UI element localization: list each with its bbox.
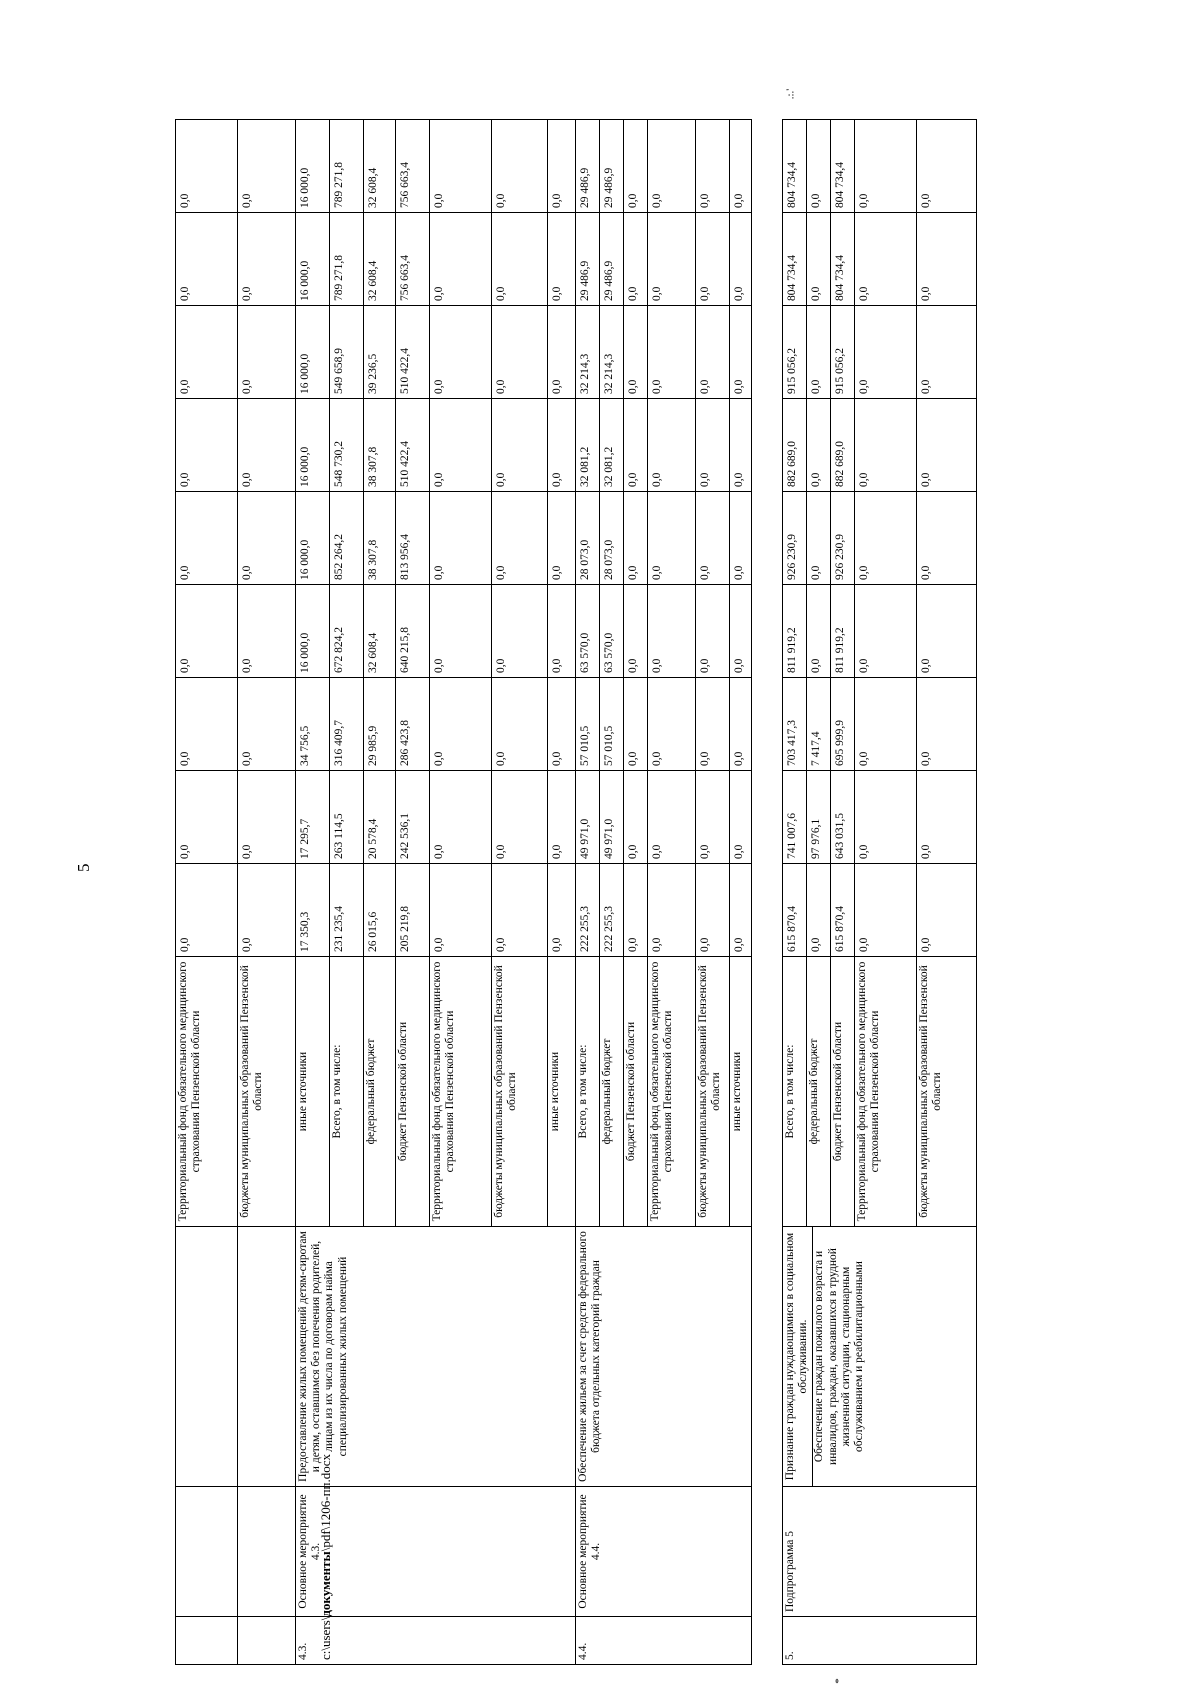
value-cell: 0,0 (548, 492, 576, 585)
value-cell: 0,0 (855, 306, 917, 399)
value-cell: 741 007,6 (783, 771, 807, 864)
funding-source-cell: бюджеты муниципальных образований Пензенской области (492, 957, 548, 1227)
value-cell: 0,0 (238, 306, 296, 399)
value-cell: 0,0 (624, 399, 648, 492)
value-cell: 0,0 (696, 213, 730, 306)
value-cell: 926 230,9 (831, 492, 855, 585)
funding-source-cell: Территориальный фонд обязательного медицинского страхования Пензенской области (648, 957, 696, 1227)
value-cell: 0,0 (696, 120, 730, 213)
value-cell: 0,0 (917, 678, 977, 771)
value-cell: 0,0 (917, 585, 977, 678)
value-cell: 0,0 (238, 399, 296, 492)
value-cell: 28 073,0 (600, 492, 624, 585)
value-cell: 0,0 (696, 771, 730, 864)
table-row (576, 120, 600, 1665)
funding-source-cell: бюджеты муниципальных образований Пензенской области (238, 957, 296, 1227)
value-cell: 0,0 (492, 213, 548, 306)
value-cell: 0,0 (430, 492, 492, 585)
value-cell: 0,0 (430, 306, 492, 399)
page-number: 5 (74, 863, 93, 872)
value-cell: 0,0 (855, 213, 917, 306)
blank-cell (238, 1617, 296, 1665)
value-cell: 643 031,5 (831, 771, 855, 864)
value-cell: 0,0 (917, 213, 977, 306)
value-cell: 29 486,9 (600, 213, 624, 306)
value-cell: 17 295,7 (296, 771, 330, 864)
scan-mark-bottom: * (832, 1678, 845, 1684)
value-cell: 0,0 (917, 864, 977, 957)
value-cell: 32 608,4 (364, 213, 396, 306)
item-name (783, 1227, 977, 1487)
footer-file-path: c:\users\документы\pdf\1206-пп.docx (318, 1453, 333, 1660)
value-cell: 0,0 (176, 492, 238, 585)
value-cell: 0,0 (492, 585, 548, 678)
value-cell: 0,0 (648, 678, 696, 771)
funding-source-cell: Всего, в том числе: (576, 957, 600, 1227)
value-cell: 0,0 (648, 585, 696, 678)
value-cell: 38 307,8 (364, 399, 396, 492)
table-row (296, 120, 330, 1665)
value-cell: 926 230,9 (783, 492, 807, 585)
value-cell: 0,0 (807, 399, 831, 492)
value-cell: 0,0 (176, 120, 238, 213)
value-cell: 549 658,9 (330, 306, 364, 399)
funding-source-cell: бюджет Пензенской области (396, 957, 430, 1227)
value-cell: 804 734,4 (783, 213, 807, 306)
value-cell: 0,0 (176, 306, 238, 399)
value-cell: 0,0 (624, 306, 648, 399)
blank-cell (176, 1617, 238, 1665)
value-cell: 16 000,0 (296, 213, 330, 306)
value-cell: 49 971,0 (576, 771, 600, 864)
value-cell: 231 235,4 (330, 864, 364, 957)
rotated-table-container (175, 120, 1055, 1665)
value-cell: 0,0 (648, 120, 696, 213)
value-cell: 263 114,5 (330, 771, 364, 864)
value-cell: 789 271,8 (330, 213, 364, 306)
value-cell: 0,0 (917, 120, 977, 213)
value-cell: 0,0 (730, 306, 752, 399)
item-type: Основное мероприятие 4.4. (576, 1487, 752, 1617)
value-cell: 0,0 (807, 492, 831, 585)
value-cell: 0,0 (730, 399, 752, 492)
value-cell: 63 570,0 (576, 585, 600, 678)
scan-mark-top: .:.' (784, 88, 797, 100)
blank-cell (176, 1487, 238, 1617)
value-cell: 38 307,8 (364, 492, 396, 585)
value-cell: 7 417,4 (807, 678, 831, 771)
funding-source-cell: бюджеты муниципальных образований Пензенской области (696, 957, 730, 1227)
value-cell: 0,0 (648, 864, 696, 957)
item-name-part2: Обеспечение граждан пожилого возраста и инвалидов, граждан, оказавшихся в трудной жизненной ситуации, стационарным обслуживанием и реабилитационными (813, 1248, 866, 1465)
value-cell: 0,0 (176, 585, 238, 678)
value-cell: 510 422,4 (396, 306, 430, 399)
value-cell: 703 417,3 (783, 678, 807, 771)
value-cell: 756 663,4 (396, 213, 430, 306)
value-cell: 0,0 (238, 864, 296, 957)
value-cell: 0,0 (430, 213, 492, 306)
value-cell: 57 010,5 (600, 678, 624, 771)
funding-source-cell: бюджет Пензенской области (624, 957, 648, 1227)
value-cell: 0,0 (807, 864, 831, 957)
item-number: 4.3. (296, 1617, 576, 1665)
value-cell: 29 985,9 (364, 678, 396, 771)
value-cell: 0,0 (492, 306, 548, 399)
value-cell: 0,0 (430, 585, 492, 678)
funding-source-cell: Территориальный фонд обязательного медицинского страхования Пензенской области (855, 957, 917, 1227)
value-cell: 0,0 (176, 771, 238, 864)
value-cell: 0,0 (648, 492, 696, 585)
blank-cell (238, 1227, 296, 1487)
blank-cell (238, 1487, 296, 1617)
value-cell: 882 689,0 (783, 399, 807, 492)
value-cell: 0,0 (696, 492, 730, 585)
value-cell: 16 000,0 (296, 120, 330, 213)
value-cell: 28 073,0 (576, 492, 600, 585)
value-cell: 0,0 (855, 864, 917, 957)
value-cell: 57 010,5 (576, 678, 600, 771)
value-cell: 0,0 (917, 399, 977, 492)
value-cell: 0,0 (696, 864, 730, 957)
value-cell: 0,0 (624, 864, 648, 957)
value-cell: 205 219,8 (396, 864, 430, 957)
value-cell: 0,0 (238, 120, 296, 213)
value-cell: 695 999,9 (831, 678, 855, 771)
funding-source-cell: Всего, в том числе: (330, 957, 364, 1227)
value-cell: 34 756,5 (296, 678, 330, 771)
funding-source-cell: Территориальный фонд обязательного медицинского страхования Пензенской области (176, 957, 238, 1227)
value-cell: 0,0 (730, 120, 752, 213)
value-cell: 0,0 (807, 213, 831, 306)
table-body (176, 120, 977, 1665)
item-number: 4.4. (576, 1617, 752, 1665)
value-cell: 0,0 (730, 213, 752, 306)
value-cell: 0,0 (238, 678, 296, 771)
value-cell: 813 956,4 (396, 492, 430, 585)
value-cell: 804 734,4 (831, 120, 855, 213)
value-cell: 0,0 (624, 213, 648, 306)
value-cell: 789 271,8 (330, 120, 364, 213)
item-number: 5. (783, 1617, 977, 1665)
value-cell: 0,0 (855, 678, 917, 771)
funding-source-cell: иные источники (730, 957, 752, 1227)
value-cell: 0,0 (548, 399, 576, 492)
value-cell: 0,0 (176, 213, 238, 306)
separator-row (752, 120, 783, 1665)
item-name: Предоставление жилых помещений детям-сиротам и детям, оставшимся без попечения родителей, лицам из их числа по договорам найма специализированных жилых помещений (296, 1227, 576, 1487)
financing-table (175, 119, 977, 1665)
value-cell: 804 734,4 (783, 120, 807, 213)
separator-cell (752, 120, 783, 1665)
value-cell: 0,0 (917, 306, 977, 399)
value-cell: 0,0 (624, 492, 648, 585)
value-cell: 49 971,0 (600, 771, 624, 864)
value-cell: 26 015,6 (364, 864, 396, 957)
value-cell: 0,0 (548, 678, 576, 771)
item-name-part1: Признание граждан нуждающимися в социальном обслуживании. (784, 1227, 813, 1486)
funding-source-cell: бюджет Пензенской области (831, 957, 855, 1227)
value-cell: 0,0 (624, 585, 648, 678)
funding-source-cell: иные источники (296, 957, 330, 1227)
value-cell: 0,0 (807, 585, 831, 678)
value-cell: 804 734,4 (831, 213, 855, 306)
value-cell: 0,0 (548, 306, 576, 399)
value-cell: 0,0 (548, 864, 576, 957)
value-cell: 0,0 (238, 492, 296, 585)
value-cell: 510 422,4 (396, 399, 430, 492)
value-cell: 0,0 (492, 492, 548, 585)
value-cell: 0,0 (807, 120, 831, 213)
value-cell: 222 255,3 (600, 864, 624, 957)
value-cell: 0,0 (648, 771, 696, 864)
value-cell: 0,0 (238, 771, 296, 864)
value-cell: 0,0 (624, 678, 648, 771)
value-cell: 882 689,0 (831, 399, 855, 492)
value-cell: 0,0 (548, 213, 576, 306)
funding-source-cell: Территориальный фонд обязательного медицинского страхования Пензенской области (430, 957, 492, 1227)
value-cell: 0,0 (696, 306, 730, 399)
value-cell: 0,0 (492, 399, 548, 492)
value-cell: 0,0 (238, 585, 296, 678)
value-cell: 0,0 (730, 585, 752, 678)
funding-source-cell: федеральный бюджет (807, 957, 831, 1227)
value-cell: 32 608,4 (364, 585, 396, 678)
value-cell: 0,0 (648, 306, 696, 399)
value-cell: 0,0 (730, 864, 752, 957)
value-cell: 0,0 (492, 120, 548, 213)
value-cell: 0,0 (648, 213, 696, 306)
value-cell: 0,0 (855, 771, 917, 864)
funding-source-cell: бюджеты муниципальных образований Пензенской области (917, 957, 977, 1227)
value-cell: 32 608,4 (364, 120, 396, 213)
value-cell: 0,0 (430, 864, 492, 957)
value-cell: 640 215,8 (396, 585, 430, 678)
value-cell: 0,0 (624, 120, 648, 213)
value-cell: 852 264,2 (330, 492, 364, 585)
funding-source-cell: федеральный бюджет (600, 957, 624, 1227)
value-cell: 0,0 (548, 771, 576, 864)
value-cell: 0,0 (730, 492, 752, 585)
value-cell: 0,0 (855, 585, 917, 678)
value-cell: 63 570,0 (600, 585, 624, 678)
value-cell: 242 536,1 (396, 771, 430, 864)
item-type: Основное мероприятие 4.3. (296, 1487, 576, 1617)
value-cell: 0,0 (917, 492, 977, 585)
value-cell: 0,0 (696, 399, 730, 492)
value-cell: 0,0 (430, 771, 492, 864)
item-type: Подпрограмма 5 (783, 1487, 977, 1617)
blank-cell (176, 1227, 238, 1487)
value-cell: 16 000,0 (296, 306, 330, 399)
value-cell: 0,0 (238, 213, 296, 306)
value-cell: 316 409,7 (330, 678, 364, 771)
value-cell: 29 486,9 (576, 120, 600, 213)
value-cell: 222 255,3 (576, 864, 600, 957)
value-cell: 915 056,2 (783, 306, 807, 399)
value-cell: 615 870,4 (783, 864, 807, 957)
table-row (176, 120, 238, 1665)
value-cell: 672 824,2 (330, 585, 364, 678)
value-cell: 756 663,4 (396, 120, 430, 213)
funding-source-cell: Всего, в том числе: (783, 957, 807, 1227)
value-cell: 0,0 (176, 678, 238, 771)
value-cell: 811 919,2 (783, 585, 807, 678)
value-cell: 286 423,8 (396, 678, 430, 771)
value-cell: 29 486,9 (600, 120, 624, 213)
table-row (238, 120, 296, 1665)
value-cell: 0,0 (430, 120, 492, 213)
value-cell: 32 081,2 (600, 399, 624, 492)
value-cell: 0,0 (855, 492, 917, 585)
value-cell: 811 919,2 (831, 585, 855, 678)
value-cell: 0,0 (624, 771, 648, 864)
funding-source-cell: иные источники (548, 957, 576, 1227)
value-cell: 0,0 (430, 678, 492, 771)
value-cell: 0,0 (492, 678, 548, 771)
value-cell: 17 350,3 (296, 864, 330, 957)
value-cell: 32 214,3 (600, 306, 624, 399)
value-cell: 0,0 (176, 864, 238, 957)
value-cell: 615 870,4 (831, 864, 855, 957)
value-cell: 0,0 (430, 399, 492, 492)
value-cell: 39 236,5 (364, 306, 396, 399)
value-cell: 0,0 (730, 771, 752, 864)
value-cell: 16 000,0 (296, 399, 330, 492)
table-row (783, 120, 807, 1665)
value-cell: 0,0 (855, 399, 917, 492)
value-cell: 0,0 (807, 306, 831, 399)
value-cell: 0,0 (492, 864, 548, 957)
value-cell: 0,0 (648, 399, 696, 492)
value-cell: 0,0 (917, 771, 977, 864)
value-cell: 915 056,2 (831, 306, 855, 399)
value-cell: 0,0 (855, 120, 917, 213)
value-cell: 0,0 (696, 678, 730, 771)
value-cell: 97 976,1 (807, 771, 831, 864)
value-cell: 0,0 (730, 678, 752, 771)
value-cell: 16 000,0 (296, 492, 330, 585)
value-cell: 20 578,4 (364, 771, 396, 864)
value-cell: 16 000,0 (296, 585, 330, 678)
value-cell: 548 730,2 (330, 399, 364, 492)
value-cell: 0,0 (492, 771, 548, 864)
value-cell: 0,0 (548, 585, 576, 678)
value-cell: 32 214,3 (576, 306, 600, 399)
value-cell: 0,0 (176, 399, 238, 492)
value-cell: 0,0 (548, 120, 576, 213)
value-cell: 32 081,2 (576, 399, 600, 492)
funding-source-cell: федеральный бюджет (364, 957, 396, 1227)
value-cell: 29 486,9 (576, 213, 600, 306)
value-cell: 0,0 (696, 585, 730, 678)
item-name: Обеспечение жильем за счет средств федерального бюджета отдельных категорий граждан (576, 1227, 752, 1487)
